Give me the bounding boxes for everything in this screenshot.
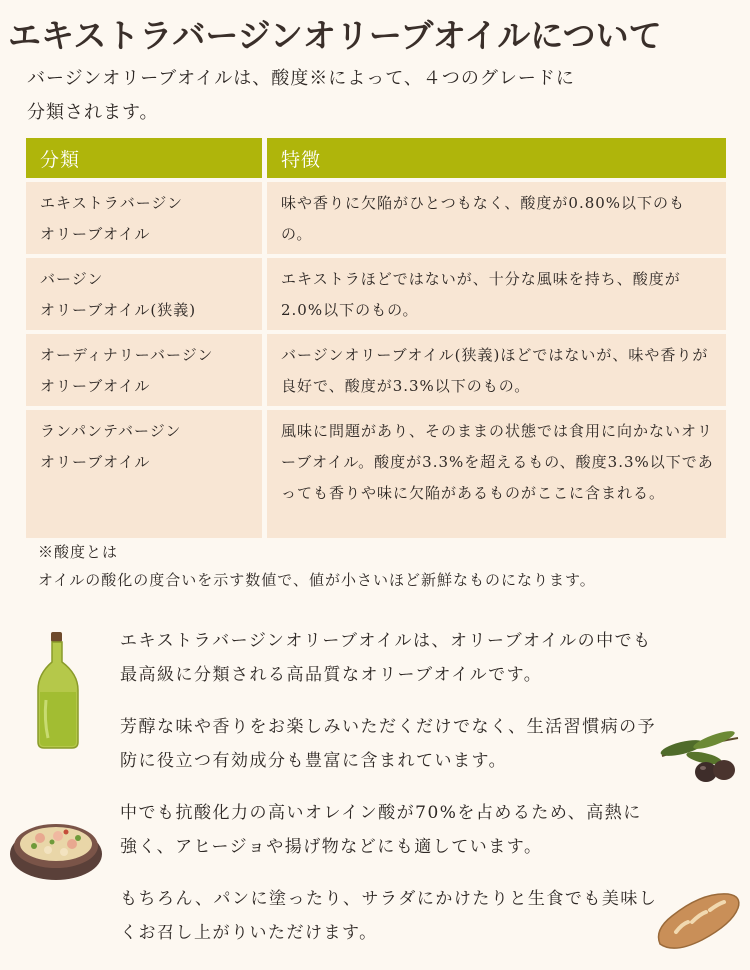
paragraph: エキストラバージンオリーブオイルは、オリーブオイルの中でも最高級に分類される高品質なオリーブオイルです。 — [120, 631, 652, 685]
olive-branch-icon — [652, 726, 744, 794]
grade-name-line1: エキストラバージン — [40, 194, 184, 212]
note-text: オイルの酸化の度合いを示す数値で、値が小さいほど新鮮なものになります。 — [38, 571, 596, 589]
description-cell: 風味に問題があり、そのままの状態では食用に向かないオリーブオイル。酸度が3.3%を超えるもの、酸度3.3%以下であっても香りや味に欠陥があるものがここに含まれる。 — [267, 406, 726, 538]
grade-name-line1: オーディナリーバージン — [40, 346, 214, 364]
grade-name-line1: ランパンテバージン — [40, 422, 182, 440]
acidity-note — [38, 538, 738, 594]
grade-name-line2: オリーブオイル(狭義) — [40, 301, 197, 319]
grade-table-header — [26, 138, 726, 178]
header-features: 特徴 — [267, 138, 726, 178]
grade-cell — [26, 178, 267, 254]
header-grade: 分類 — [26, 138, 267, 178]
olive-oil-bottle-icon — [32, 630, 84, 752]
description-cell: エキストラほどではないが、十分な風味を持ち、酸度が2.0%以下のもの。 — [267, 254, 726, 330]
grade-name-line2: オリーブオイル — [40, 453, 151, 471]
paragraph: 芳醇な味や香りをお楽しみいただくだけでなく、生活習慣病の予防に役立つ有効成分も豊富に含まれています。 — [120, 717, 657, 771]
grade-cell — [26, 254, 267, 330]
bread-icon — [652, 886, 744, 956]
grade-name-line2: オリーブオイル — [40, 377, 151, 395]
intro-text — [27, 62, 707, 130]
table-row — [26, 330, 726, 406]
body-text — [120, 624, 660, 968]
paragraph: もちろん、パンに塗ったり、サラダにかけたりと生食でも美味しくお召し上がりいただけます。 — [120, 889, 658, 943]
ajillo-dish-icon — [6, 808, 108, 884]
table-row — [26, 254, 726, 330]
paragraph: 中でも抗酸化力の高いオレイン酸が70%を占めるため、高熱に強く、アヒージョや揚げ物などにも適しています。 — [120, 803, 642, 857]
table-row — [26, 178, 726, 254]
grade-table — [26, 138, 726, 538]
description-cell: バージンオリーブオイル(狭義)ほどではないが、味や香りが良好で、酸度が3.3%以下のもの。 — [267, 330, 726, 406]
table-row — [26, 406, 726, 538]
grade-cell — [26, 406, 267, 538]
note-heading: ※酸度とは — [38, 543, 119, 561]
intro-line-2: 分類されます。 — [27, 102, 159, 123]
grade-name-line1: バージン — [40, 270, 104, 288]
intro-line-1: バージンオリーブオイルは、酸度※によって、４つのグレードに — [27, 68, 575, 89]
page-title: エキストラバージンオリーブオイルについて — [8, 16, 662, 55]
grade-cell — [26, 330, 267, 406]
grade-name-line2: オリーブオイル — [40, 225, 151, 243]
description-cell: 味や香りに欠陥がひとつもなく、酸度が0.80%以下のもの。 — [267, 178, 726, 254]
